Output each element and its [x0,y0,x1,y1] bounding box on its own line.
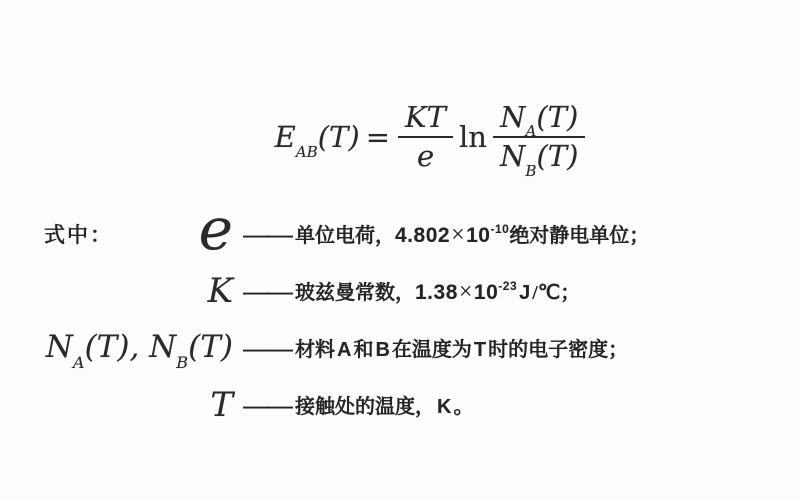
symbol-K: K [207,270,233,311]
constant-value [415,279,517,306]
fraction-numerator-NA [493,99,585,141]
unit-letter-J: J [519,281,531,304]
definition-dash: —— [243,331,291,364]
material-letter-A: A [337,339,352,361]
desc-pre: 接触处的温度， [295,396,435,418]
desc-pre: 单位电荷， [295,224,395,247]
definition-row-e [0,194,800,263]
where-label: 式中： [44,222,113,247]
desc-segment: 材料 [295,339,335,361]
fraction-bar [398,136,453,138]
desc-post: /℃； [532,281,581,304]
power-base: 10 [466,223,491,247]
desc-segment: 和 [353,339,374,361]
temperature-letter-T: T [473,339,487,361]
argument-T: (T) [188,329,233,365]
argument-T: (T) [536,139,579,173]
mantissa: 4.802 [395,223,451,247]
symbol-column [0,270,233,311]
symbol-N: N [499,139,526,173]
material-letter-B: B [375,339,390,361]
subscript-A: A [525,122,537,141]
fraction-bar [493,136,585,138]
constant-value [395,222,509,249]
definition-text-e [295,219,649,249]
unit-letter-K: K [437,396,452,418]
multiplication-sign: × [451,221,466,248]
definition-row-K [0,262,800,319]
fraction-na-over-nb [493,99,585,180]
subscript-B: B [525,161,537,180]
desc-segment: 时的电子密度； [488,339,629,361]
symbol-T: T [210,384,233,425]
argument-T: (T) [84,329,130,365]
desc-pre: 玻兹曼常数， [295,281,415,304]
power-exponent: -10 [490,221,510,236]
subscript-A: A [72,352,85,372]
symbol-E: E [274,120,296,154]
definition-text-K [295,276,580,306]
ln-operator: ln [459,120,487,154]
equation-lhs [274,120,360,161]
power-exponent: -23 [498,278,518,293]
fraction-numerator-KT: KT [405,99,447,134]
symbol-N: N [149,329,177,365]
argument-T: (T) [536,99,579,134]
symbol-e: e [198,194,233,263]
desc-post: 绝对静电单位； [509,224,650,247]
definition-dash: —— [243,274,291,307]
definition-text-NANB [295,333,628,362]
desc-segment: 在温度为 [391,339,472,361]
symbol-column [0,384,233,425]
definition-dash: —— [243,388,291,421]
mantissa: 1.38 [415,280,458,304]
symbol-N: N [500,99,526,134]
desc-post: 。 [453,396,474,418]
definition-row-T [0,376,800,433]
fraction-denominator-e: e [416,139,435,173]
symbol-definitions [0,194,800,433]
definition-text-T [295,390,473,419]
subscript-B: B [176,352,189,372]
symbol-N: N [45,329,73,365]
definition-row-NANB [0,319,800,376]
symbol-column [0,329,233,372]
fraction-kt-over-e [398,101,453,174]
comma: , [129,329,150,365]
symbol-NA-NB [45,329,233,372]
argument-T: (T) [317,120,360,154]
power-base: 10 [473,280,499,304]
symbol-column [0,194,233,263]
equals-sign: = [365,120,391,154]
thermo-emf-equation [60,95,800,179]
fraction-denominator-NB [493,139,585,180]
multiplication-sign: × [458,278,473,305]
definition-dash: —— [243,217,291,250]
subscript-AB: AB [295,142,318,161]
